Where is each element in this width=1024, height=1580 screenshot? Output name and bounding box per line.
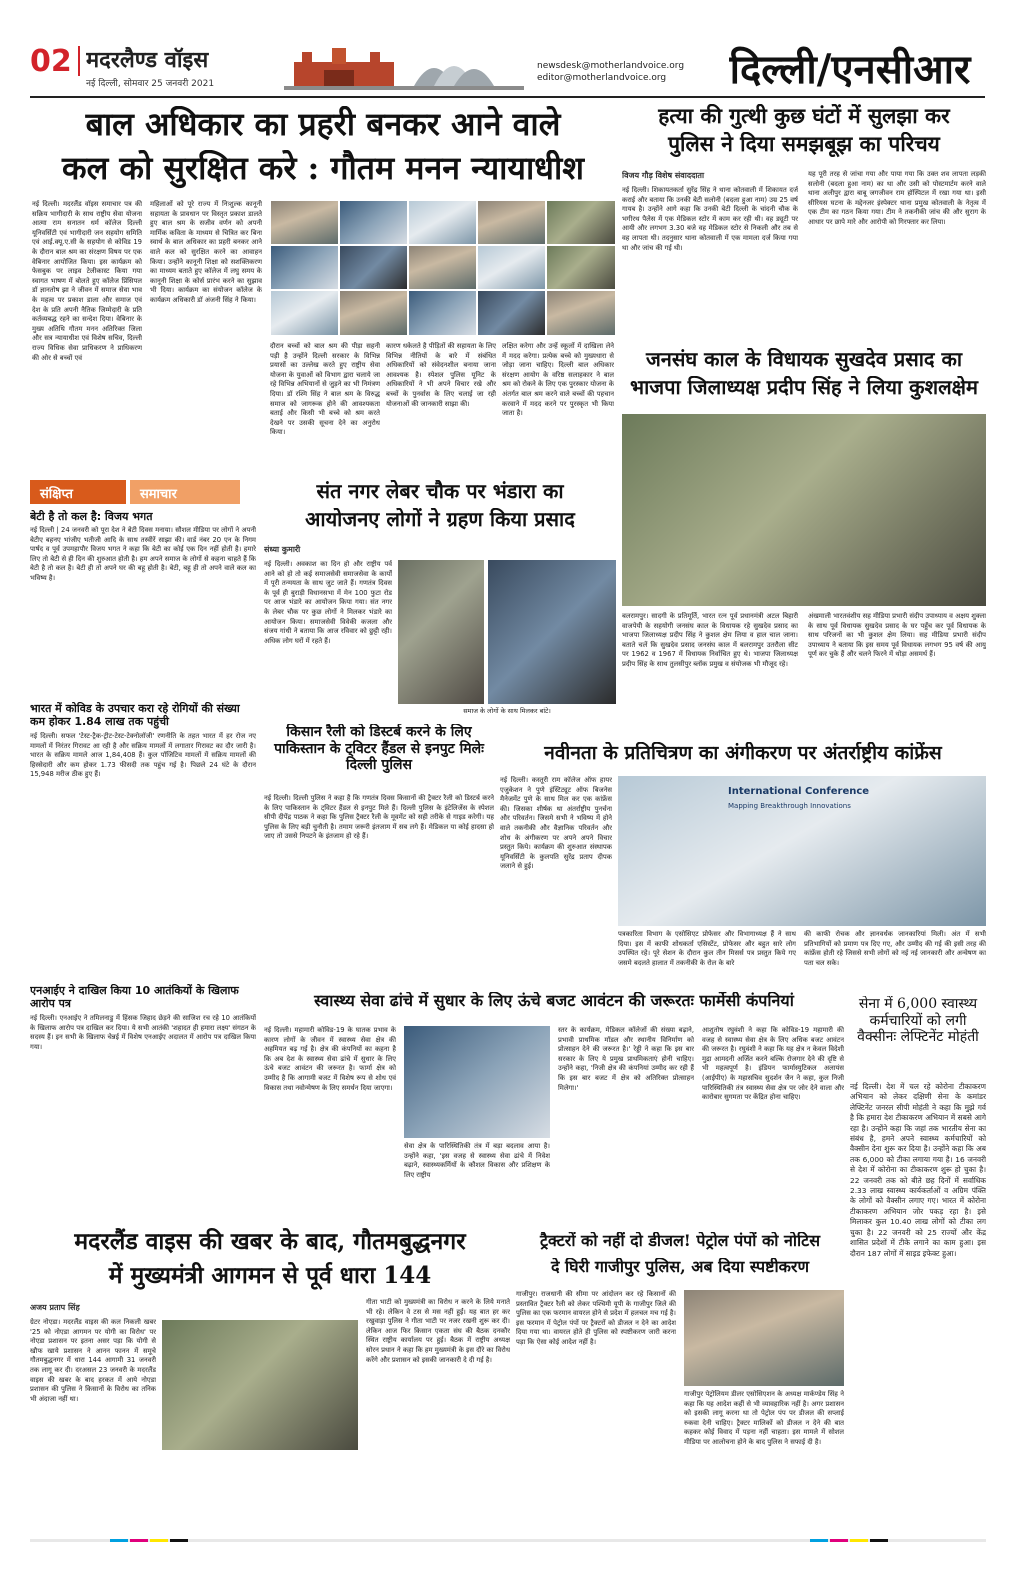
gb-col-2: गीता भाटी को मुख्यमंत्री का विरोध न करने के लिये मनाते भी रहे। लेकिन वे टस से मस नहीं हुईं। यह बात हर कर रखुवाड़ा पुलिस ने गीता भाटी पर नजर रखनी शुरू कर दी। लेकिन आज फिर किसान एकता संघ की बैठक दनकौर स्थित राष्ट्रीय कार्यालय पर हुई। बैठक में राष्ट्रीय अध्यक्ष सोरन प्रधान ने कहा कि हम मुख्यमंत्री के इस दौरे का विरोध करेंगे और प्रशासन को इसकी जानकारी दे दी गई है। [366,1298,510,1364]
sankshipt-item1-title: बेटी है तो कल है: विजय भगत [30,510,153,523]
health-budget-headline: स्वास्थ्य सेवा ढांचे में सुधार के लिए ऊंचे बजट आवंटन की जरूरतः फार्मेसी कंपनियां [314,992,794,1010]
webinar-participant-photo [339,290,408,336]
murder-byline: विजय गौड़ विशेष संवाददाता [622,171,705,180]
kisan-story [264,724,494,984]
tractor-headline-line1: ट्रैक्टरों को नहीं दो डीजल! पेट्रोल पंपों को नोटिस [539,1232,821,1250]
jansangh-col-1: बलरामपुर। सादगी के प्रतिमूर्ति, भारत रत्न पूर्व प्रधानमंत्री अटल बिहारी वाजपेयी के सहयोगी जनसंघ काल के विधायक रहे सुखदेव प्रसाद का भाजपा जिलाध्यक्ष प्रदीप सिंह ने कुशल क्षेम लिया व हाल चाल जाना। बताते चलें कि सुखदेव प्रसाद जनसंघ काल में बलरामपुर उतरौला सीट पर 1962 व 1967 में विधायक निर्वाचित हुए थे। भाजपा जिलाध्यक्ष प्रदीप सिंह के साथ तुलसीपुर ब्लॉक प्रमुख व संयोजक भी मौजूद रहे। [622,612,798,668]
bhandara-headline-line2: आयोजनए लोगों ने ग्रहण किया प्रसाद [305,508,575,531]
gb-headline-line1: मदरलैंड वाइस की खबर के बाद, गौतमबुद्धनगर [74,1228,466,1255]
lead-story [30,104,616,472]
gautambuddhnagar-story [30,1228,510,1520]
murder-headline-line1: हत्या की गुत्थी कुछ घंटों में सुलझा कर [658,104,950,128]
jansangh-headline-line2: भाजपा जिलाध्यक्ष प्रदीप सिंह ने लिया कुशलक्षेम [630,376,978,399]
health-col-1: नई दिल्ली। महामारी कोविड-19 के घातक प्रभाव के कारण लोगों के जीवन में स्वास्थ्य सेवा क्षेत्र की अहमियत बढ़ गई है। क्षेत्र की कंपनियों का कहना है कि अब देश के स्वास्थ्य सेवा ढांचे में सुधार के लिए ऊंचे बजट आवंटन की जरूरत है। फार्मा क्षेत्र को उम्मीद है कि आगामी बजट में विशेष रूप से शोध एवं विकास तथा नवोन्मेषण के लिए समर्थन दिया जाएगा। [264,1026,396,1092]
bhandara-headline-line1: संत नगर लेबर चौक पर भंडारा का [316,480,564,503]
webinar-participant-photo [546,245,616,290]
vaccine-headline: सेना में 6,000 स्वास्थ्य कर्मचारियों को लगी वैक्सीनः लेफ्टिनेंट मोहंती [857,996,979,1046]
vaccine-text: नई दिल्ली। देश में चल रहे कोरोना टीकाकरण अभियान को लेकर दक्षिणी सेना के कमांडर लेफ्टिनेंट जनरल सीपी मोहंती ने कहा कि मुझे गर्व है कि हमारा देश टीकाकरण अभियान में सबसे आगे रहा है। उन्होंने कहा कि जहां तक भारतीय सेना का संबंध है, हमने अपने स्वास्थ्य कर्मचारियों को वैक्सीन देना शुरू कर दिया है। उन्होंने कहा कि अब तक 6,000 को टीका लगाया गया है। 16 जनवरी से देश में कोरोना का टीकाकरण शुरू हो चुका है। 22 जनवरी तक को बीते छह दिनों में सर्वाधिक 2.33 लाख स्वास्थ्य कार्यकर्ताओं व अग्रिम पंक्ति के लोगों को वैक्सीन लगाए गए। भारत में कोरोना टीकाकरण अभियान जोर पकड़ रहा है। इसे मिलाकर कुल 10.40 लाख लोगों को टीका लग चुका है। 22 जनवरी को 25 राज्यों और केंद्र शासित प्रदेशों में टीके लगाने का काम हुआ। इस दौरान 187 लोगों में साइड इफेक्ट हुआ। [850,1082,986,1258]
date-line: नई दिल्ली, सोमवार 25 जनवरी 2021 [86,79,215,88]
lead-col-3: दौरान बच्चों को बाल श्रम की पीड़ा सहनी पड़ी है उन्होंने दिल्ली सरकार के विभिन्न प्रयासों का उल्लेख करते हुए राष्ट्रीय सेवा योजना के युवाओं को विभाग द्वारा चलाये जा रहे विभिन्न अभियानों से जुड़ने का भी निमंत्रण दिया। डॉ रश्मि सिंह ने बाल श्रम के विरुद्ध समाज को जागरूक होने की आवश्यकता बताई और किसी भी बच्चे को श्रम करते देखने पर उसकी सूचना देने का अनुरोध किया। [270,342,380,437]
murder-col-2: यह पूरी तरह से जांचा गया और पाया गया कि उक्त शव लापता लड़की सलोनी (बदला हुआ नाम) का था और उसी को पोस्टमार्टम करने वाले थाना अलीपुर द्वारा बाबू जगजीवन राम हॉस्पिटल में रखा गया था। इसी सीरियस घटना के मद्देनजर इंस्पेक्टर थाना प्रमुख कोतवाली के नेतृत्व में एक टीम का गठन किया गया। टीम ने तकनीकी जांच की और सुराग के आधार पर छापे मारे और आरोपी को गिरफ्तार कर लिया। [808,170,986,226]
conference-col-1: नई दिल्ली। कस्तूरी राम कॉलेज ऑफ हायर एजुकेशन ने पुणे इंस्टिट्यूट ऑफ बिजनेस मैनेजमेंट पुणे के साथ मिल कर एक कांफ्रेंस की। जिसका शीर्षक था अंतर्राष्ट्रीय पुनर्चना और परिवर्तन। जिसमे सभी ने भविष्य में होने वाले तकनीकी और वैज्ञानिक परिवर्तन और शोध के अंगीकरण पर अपने अपने विचार प्रस्तुत किये। कार्यक्रम की शुरुआत संस्थापक यूनिवर्सिटी के कुलपति सुरेंद्र प्रताप दीपक जलाने से हुई। [500,776,612,871]
conference-banner-title: International Conference [728,786,870,797]
jansangh-story [622,348,986,734]
lead-col-5: लक्षित करेगा और उन्हें स्कूलों में दाखिला लेने में मदद करेगा। प्रत्येक बच्चे को मुख्यधारा से जोड़ा जाना चाहिए। दिल्ली बाल अधिकार संरक्षण आयोग के वरिष्ठ सलाहकार ने बाल श्रम को रोकने के लिए एक पुरस्कार योजना के अंतर्गत बाल श्रम करने वाले बच्चों की पहचान करवाने में मदद करने पर पुरस्कृत भी किया जाता है। [502,342,614,418]
bhandara-text: नई दिल्ली। अवकाश का दिन हो और राष्ट्रीय पर्व आने को हो तो कई समाजसेवी समाजसेवा के कार्यों में पूरी तन्मयता के साथ जुट जाते हैं। गणतंत्र दिवस के पूर्व ही बुराड़ी विधानसभा में मेन 100 फुटा रोड पर आज भंडारे का आयोजन किया गया। संत नगर के लेबर चौक पर कुछ लोगों ने मिलकर भंडारे का आयोजन किया। समाजसेवी विवेकी कजला और संजय गांधी ने बताया कि आज रविवार को छुट्टी रही। अधिक लोग घरों में रहते हैं। [264,560,392,645]
webinar-photo-grid [270,200,616,336]
kisan-headline: किसान रैली को डिस्टर्ब करने के लिए पाकिस्तान के ट्विटर हैंडल से इनपुट मिलेः दिल्ली पुलिस [274,724,484,774]
webinar-participant-photo [408,290,477,336]
tractor-headline-line2: दे घिरी गाजीपुर पुलिस, अब दिया स्पष्टीकरण [550,1258,810,1276]
webinar-participant-photo [270,245,339,290]
conference-col-2: पत्रकारिता विभाग के एसोसिएट प्रोफेसर और विभागाध्यक्ष हैं ने साथ दिया। इस में काफी शोधकर्ता एसिस्टेंट, प्रोफेसर और बहुत सारे लोग उपस्थित रहे। पूरे सेशन के दौरान कुल तीन मिसर्स पत्र प्रस्तुत किये गए जसमे बदलते हालात में तकनीकी के रोल के बारे [618,930,796,967]
sankshipt-tag: संक्षिप्त [30,480,126,504]
bhandara-story [264,480,616,716]
murder-headline-line2: पुलिस ने दिया समझबूझ का परिचय [668,132,940,156]
masthead [0,0,1024,100]
webinar-participant-photo [339,245,408,290]
health-col-3: स्तर के कार्यक्रम, मेडिकल कॉलेजों की संख्या बढ़ाने, प्रभावी प्राथमिक मॉडल और स्थानीय विनिर्माण को प्रोत्साहन देने की जरूरत है।' रेड्डी ने कहा कि इस बार सरकार के लिए ये प्रमुख प्राथमिकताएं होनी चाहिए। उन्होंने कहा, 'निजी क्षेत्र की कंपनियां उम्मीद कर रही हैं कि इस बार बजट में क्षेत्र को अतिरिक्त प्रोत्साहन मिलेगा।' [558,1026,694,1092]
gb-byline: अजय प्रताप सिंह [30,1303,80,1312]
sankshipt-item3-text: नई दिल्ली। एनआईए ने तमिलनाडु में हिंसक जिहाद छेड़ने की साजिश रच रहे 10 आतंकियों के खिलाफ आरोप पत्र दाखिल कर दिया। ये सभी आतंकी 'शहादत ही हमारा लक्ष्य' संगठन के सदस्य हैं। इन सभी के खिलाफ चेन्नई में विशेष एनआईए अदालत में आरोप पत्र दाखिल किया गया। [30,1014,256,1051]
lead-col-1: नई दिल्ली। मदरलैंड वॉइस समाचार पत्र की सक्रिय भागीदारी के साथ राष्ट्रीय सेवा योजना आत्मा राम सनातन धर्म कॉलेज दिल्ली यूनिवर्सिटी एवं भागीदारी जन सहयोग समिति एवं आई.क्यू.ए.सी के सहयोग से कोविड 19 के दौरान बाल श्रम का संरक्षण विषय पर एक वेबिनार आयोजित किया। इस कार्यक्रम को फेसबुक पर लाइव टेलीकास्ट किया गया स्वागत भाषण में बोलते हुए कॉलेज प्रिंसिपल डॉ ज्ञानतोष झा ने जीवन में समाज सेवा भाव के महत्व पर प्रकाश डाला और समाज एवं देश के प्रति अपनी नैतिक जिम्मेदारी के प्रति कर्तव्यबद्ध रहने का सन्देश दिया। वेबिनार के मुख्य अतिथि गौतम मनन अतिरिक्त जिला और सत्र न्यायाधीश एवं विशेष सचिव, दिल्ली राज्य विधिक सेवा प्राधिकरण ने प्राधिकरण की ओर से बच्चों एवं [32,200,142,362]
conference-banner-subtitle: Mapping Breakthrough Innovations [728,802,851,810]
gb-meeting-photo [162,1320,358,1450]
lead-col-2: महिलाओं को पूरे राज्य में निःशुल्क कानूनी सहायता के प्रावधान पर विस्तृत प्रकाश डालते हुए बाल श्रम के सजीव वर्णन को अपनी मार्मिक कविता के माध्यम से चित्रित कर बिना स्वार्थ के बाल अधिकार का प्रहरी बनकर आने वाले कल को सुरक्षित करने का आवाहन किया। उन्होंने कानूनी शिक्षा को सशक्तिकरण का माध्यम बताते हुए कॉलेज में लघु समय के कानूनी शिक्षा के कोर्स प्रारंभ करने का सुझाव भी दिया। कार्यक्रम का संयोजन कॉलेज के कार्यक्रम अधिकारी डॉ अंजनी सिंह ने किया। [150,200,262,304]
murder-col-1: नई दिल्ली। शिकायतकर्ता सुरेंद्र सिंह ने थाना कोतवाली में शिकायत दर्ज कराई और बताया कि उनकी बेटी सलोनी (बदला हुआ नाम) उम्र 25 वर्ष गायब है। उन्होंने आगे कहा कि उनकी बेटी दिल्ली के चांदनी चौक के भगीरथ पैलेस में एक मेडिकल स्टोर में काम कर रही थी। वह ड्यूटी पर आयी और लगभग 3.30 बजे वह मेडिकल स्टोर से निकली और तब से वह लापता थी। तदनुसार थाना कोतवाली में एक मामला दर्ज किया गया था और जांच की गई थी। [622,186,798,252]
health-budget-story [264,992,844,1224]
page-number: 02 [30,44,72,79]
bhandara-caption: समाज के लोगों के साथ मिलकर बांटे। [463,707,551,715]
webinar-participant-photo [339,200,408,245]
tractor-col-2: गाजीपुर पेट्रोलियम डीलर एसोसिएशन के अध्यक्ष मार्कण्डेय सिंह ने कहा कि यह आदेश कहीं से भी व्यावहारिक नहीं है। अगर प्रशासन को इसकी लागू करना था तो पेट्रोल पंप पर डीजल की सप्लाई रुकवा देनी चाहिए। ट्रैक्टर मालिकों को डीजल न देने की बात कहकर कोई विवाद में पड़ना नहीं चाहता। इस मामले में सोशल मीडिया पर आलोचना होने के बाद पुलिस ने सफाई दी है। [684,1390,844,1446]
page-number-divider [78,46,80,76]
bhandara-photo-cooking [488,560,616,704]
email-newsdesk[interactable]: newsdesk@motherlandvoice.org [537,61,685,71]
webinar-participant-photo [408,245,477,290]
sankshipt-item1-text: नई दिल्ली | 24 जनवरी को पूरा देश ने बेटी दिवस मनाया। सौशल मीडिया पर लोगों ने अपनी बेटीए बहनए भांजीए भतीजी आदि के साथ तस्वीरें साझा की। वार्ड नंबर 20 एन के निगम पार्षद व पूर्व उपमहापौर विजय भगत ने कहा कि बेटी का कोई एक दिन नहीं होती है। हमारे लिए तो बेटी से ही दिन की शुरुआत होती है। हम अपने समाज के लोगों से कहना चाहते हैं कि बेटी है तो कल है। बेटी ही तो अपने घर की बहू होती है। बेटी, बहू ही तो अपने वाले कल का भविष्य है। [30,526,256,582]
email-editor[interactable]: editor@motherlandvoice.org [537,73,667,83]
webinar-participant-photo [546,200,616,245]
sankshipt-item2-text: नई दिल्ली। सफल 'टेस्ट-ट्रैक-ट्रीट-टेस्ट-टेक्नोलॉजी' रणनीति के तहत भारत में हर रोज नए मामलों में निरंतर गिरावट आ रही है और सक्रिय मामलों में लगातार गिरावट का दौर जारी है। भारत के सक्रिय मामले आज 1,84,408 हैं। कुल पॉजिटिव मामलों में सक्रिय मामलों की हिस्सेदारी और कम होकर 1.73 फीसदी तक पहुंच गई है। पिछले 24 घंटे के दौरान 15,948 मरीज ठीक हुए हैं। [30,732,256,779]
conference-story [500,742,986,986]
sankshipt-column [30,480,256,1100]
webinar-participant-photo [477,200,546,245]
webinar-participant-photo [270,290,339,336]
webinar-participant-photo [546,290,616,336]
brand-name: मदरलैण्ड वॉइस [86,47,209,72]
webinar-participant-photo [477,290,546,336]
bhandara-byline: संध्या कुमारी [264,545,301,554]
lead-headline-line2: कल को सुरक्षित करे : गौतम मनन न्यायाधीश [62,150,584,187]
webinar-participant-photo [270,200,339,245]
health-lab-photo [404,1026,550,1138]
conference-headline: नवीनता के प्रतिचित्रण का अंगीकरण पर अंतर्राष्ट्रीय कांफ्रेंस [544,742,942,764]
section-title: दिल्ली/एनसीआर [729,46,971,92]
bhandara-photo-child [398,560,484,704]
gb-col-1: ग्रेटर नोएडा। मदरलैंड वाइस की कल निकली खबर '25 को नोएडा आगमन पर योगी का विरोध' पर नोएडा प्रशासन पर इतना असर पड़ा कि योगी से खौफ खाये प्रशासन ने आनन फानन में समूचे गौतमबुद्धनगर में धारा 144 आगामी 31 जनवरी तक लागू कर दी। दरअसल 23 जनवरी के मदरलैंड वाइस की खबर के बाद हरकत में आये नोएडा प्रशासन की पुलिस ने किसानों के विरोध का तनिक भी अंदाजा नहीं था। [30,1318,156,1403]
monuments-illustration [284,40,524,92]
sankshipt-item2-title: भारत में कोविड के उपचार करा रहे रोगियों की संख्या कम होकर 1.84 लाख तक पहुंची [30,702,240,728]
samachar-tag: समाचार [130,480,240,504]
webinar-participant-photo [477,245,546,290]
gb-headline-line2: में मुख्यमंत्री आगमन से पूर्व धारा 144 [108,1262,432,1289]
lead-col-4: कारण धकेलते है पीड़ितों की सहायता के लिए विभिन्न नीतियों के बारे में संबंधित अधिकारियों को संवेदनशील बनाया जाना आवश्यक है। स्पेशल पुलिस यूनिट के अधिकारियों ने भी अपने विचार रखे और बच्चों के पुनर्वास के लिए चलाई जा रही योजनाओं की जानकारी साझा की। [386,342,496,408]
sankshipt-item3-title: एनआईए ने दाखिल किया 10 आतंकियों के खिलाफ आरोप पत्र [30,984,239,1010]
health-col-4: आशुतोष रघुवंशी ने कहा कि कोविड-19 महामारी की वजह से स्वास्थ्य सेवा क्षेत्र के लिए अधिक बजट आवंटन की जरूरत है। रघुवंशी ने कहा कि यह क्षेत्र न केवल विदेशी मुद्रा आमदनी अर्जित करने बल्कि रोजगार देने की दृष्टि से भी महत्वपूर्ण है। इंडियन फार्मास्युटिकल अलायंस (आईपीए) के महासचिव सुदर्शन जैन ने कहा, कुल निजी पारिस्थितिकी तंत्र स्वास्थ्य सेवा क्षेत्र पर जोर देने वाला और कारोबार सुगमता पर केंद्रित होना चाहिए। [702,1026,844,1102]
conference-col-3: की काफी रोचक और ज्ञानवर्धक जानकारियां मिली। अंत में सभी प्रतिभागियों को प्रमाण पत्र दिए गए, और उम्मीद की गई की इसी तरह की कांफ्रेंस होती रहे जिससे सभी लोगों को नई नई जानकारी और अन्वेषण का पता चल सके। [804,930,986,967]
kisan-text: नई दिल्ली। दिल्ली पुलिस ने कहा है कि गणतंत्र दिवस किसानों की ट्रैक्टर रैली को डिस्टर्ब करने के लिए पाकिस्तान के ट्विटर हैंडल से इनपुट मिले हैं। दिल्ली पुलिस के इंटेलिजेंस के स्पेशल सीपी दीपेंद्र पाठक ने कहा कि पुलिस ट्रैक्टर रैली के मूवमेंट को सही तरीके से गाइड करेगी। यह पुलिस के लिए बड़ी चुनौती है। तमाम जरूरी इंतजाम में सब लगे हैं। मेडिकल या कोई हादसा हो जाए तो उससे निपटने के इंतजाम हो रहे हैं। [264,794,494,841]
jansangh-photo [622,414,986,606]
jansangh-col-2: अंखमाली भारतवंशीय सह मीडिया प्रभारी संदीप उपाध्याय व अक्षय शुक्ला के साथ पूर्व विधायक सुखदेव प्रसाद के घर पहुँच कर पूर्व विधायक के साथ परिजनों का भी कुशल क्षेम लिया। सह मीडिया प्रभारी संदीप उपाध्याय ने बताया कि इस समय पूर्व विधायक लगभग 95 वर्ष की आयु पूर्ण कर चुके हैं और चलने फिरने में थोड़ा असमर्थ हैं। [808,612,986,659]
tractor-photo [684,1290,844,1386]
tractor-story [516,1232,844,1520]
health-col-2: सेवा क्षेत्र के पारिस्थितिकी तंत्र में बड़ा बदलाव आया है। उन्होंने कहा, 'इस वजह से स्वास्थ्य सेवा ढांचे में निवेश बढ़ाने, स्वास्थ्यकर्मियों के कौशल विकास और प्रशिक्षण के लिए राष्ट्रीय [404,1142,550,1179]
webinar-participant-photo [408,200,477,245]
vaccine-story [850,996,986,1516]
print-color-bar [30,1532,986,1542]
masthead-rule [30,96,985,98]
lead-headline-line1: बाल अधिकार का प्रहरी बनकर आने वाले [85,106,561,143]
murder-story [622,104,986,342]
conference-photo [618,776,986,926]
jansangh-headline-line1: जनसंघ काल के विधायक सुखदेव प्रसाद का [645,348,963,371]
tractor-col-1: गाजीपुर। राजधानी की सीमा पर आंदोलन कर रहे किसानों की प्रस्तावित ट्रैक्टर रैली को लेकर पश्चिमी यूपी के गाजीपुर जिले की पुलिस का एक फरमान वायरल होने से प्रदेश में हलचल मच गई है। इस फरमान में पेट्रोल पंपों पर ट्रैक्टरों को डीजल न देने का आदेश दिया गया था। वायरल होते ही पुलिस को स्पष्टीकरण जारी करना पड़ा कि ऐसा कोई आदेश नहीं है। [516,1290,676,1346]
